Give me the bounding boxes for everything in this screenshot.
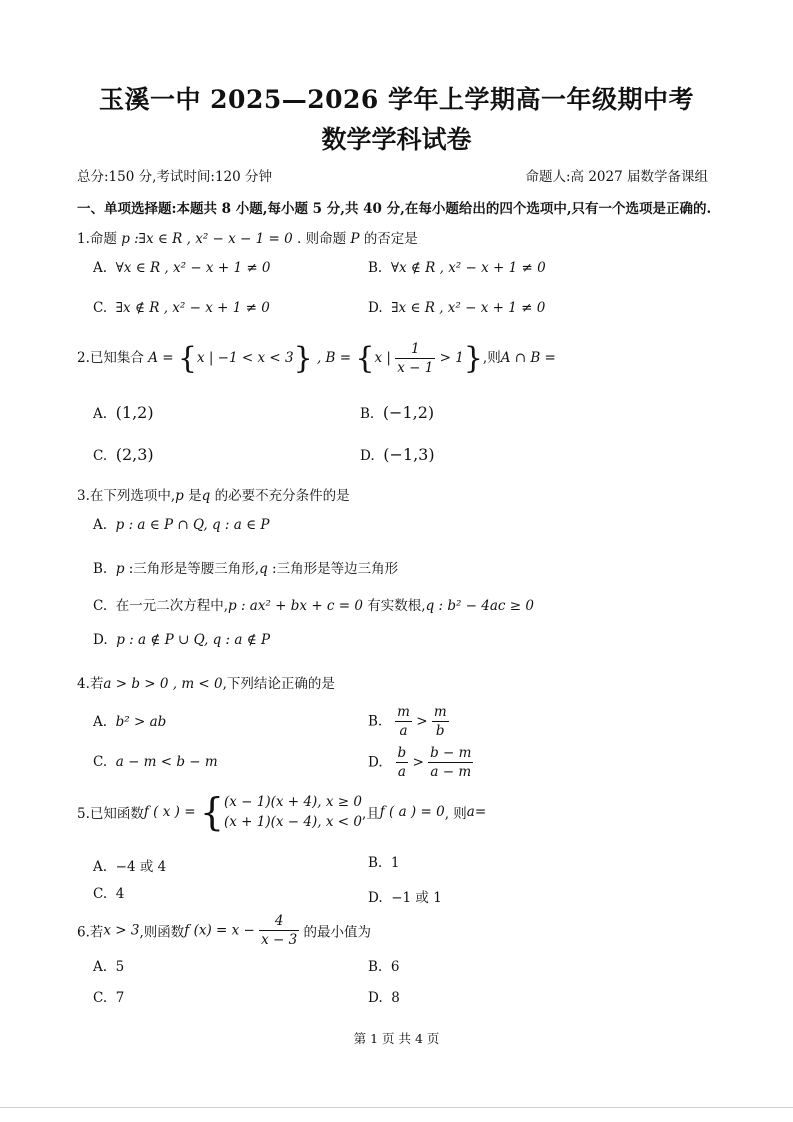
option-letter: D. — [368, 300, 383, 316]
q3-option-b — [93, 557, 398, 577]
q3-stem-prefix: 3.在下列选项中, — [77, 488, 176, 504]
q2-option-d — [360, 445, 435, 464]
option-letter: B. — [93, 561, 108, 577]
fraction-relation: > — [416, 713, 428, 730]
question-6-stem — [77, 912, 371, 949]
fraction-numerator: m — [433, 704, 447, 720]
option-text: p : a ∈ P ∩ Q, q : a ∈ P — [115, 517, 270, 533]
left-brace-icon: { — [177, 341, 197, 376]
q2-option-b — [360, 403, 434, 422]
author-info: 命题人:高 2027 届数学备课组 — [525, 169, 708, 185]
q5-option-c — [93, 886, 124, 902]
option-letter: C. — [93, 448, 108, 464]
q2-option-a — [93, 403, 154, 422]
page-number: 第 1 页 共 4 页 — [353, 1031, 440, 1046]
option-text: ∃x ∉ R , x² − x + 1 ≠ 0 — [115, 300, 270, 316]
q2-set-b-var: x | — [374, 350, 391, 366]
q2-fraction — [395, 340, 435, 377]
option-math-q: q : b² − 4ac ≥ 0 — [425, 598, 534, 614]
q4-option-c — [93, 754, 218, 770]
q1-option-c — [93, 300, 270, 316]
right-brace-icon: } — [293, 341, 313, 376]
q6-function: f (x) = x − — [184, 922, 260, 939]
q5-option-b — [368, 855, 399, 871]
option-text: (1,2) — [115, 403, 154, 422]
option-text: −4 或 4 — [115, 859, 167, 875]
q1-option-d — [368, 300, 545, 316]
option-letter: A. — [93, 260, 108, 276]
fraction-denominator: a — [397, 764, 406, 780]
q3-option-a — [93, 517, 269, 533]
q6-option-c — [93, 990, 124, 1006]
option-letter: A. — [93, 859, 108, 875]
fraction-numerator: b − m — [430, 745, 472, 761]
q3-option-d — [93, 632, 270, 648]
option-text: 7 — [115, 990, 125, 1006]
fraction-denominator: x − 3 — [261, 932, 298, 948]
fraction-numerator: 4 — [259, 912, 299, 931]
option-letter: B. — [368, 855, 383, 871]
option-text: ∃x ∈ R , x² − x + 1 ≠ 0 — [391, 300, 546, 316]
q1-option-b — [368, 260, 546, 276]
q1-option-a — [93, 260, 271, 276]
fraction-denominator: x − 1 — [397, 360, 434, 376]
q5-var-a: a — [466, 804, 475, 820]
q2-set-a-name: A = — [148, 350, 178, 366]
q5-piece-1: (x − 1)(x + 4), x ≥ 0 — [224, 794, 362, 810]
q6-stem-prefix: 6.若 — [77, 924, 104, 941]
question-4-stem — [77, 672, 335, 692]
q4-option-b — [368, 703, 449, 740]
q1-stem-mid: . 则命题 — [297, 231, 347, 247]
q3-var-q: q — [201, 488, 211, 504]
option-letter: C. — [93, 754, 108, 770]
option-text: :三角形是等腰三角形, — [124, 561, 260, 577]
option-letter: A. — [93, 714, 108, 730]
option-letter: D. — [93, 632, 108, 648]
fraction-numerator: 1 — [395, 340, 435, 359]
option-text: (2,3) — [115, 445, 154, 464]
q2-option-c — [93, 445, 154, 464]
q3-stem-suffix: 的必要不充分条件的是 — [210, 488, 350, 504]
q2-set-a-condition: x | −1 < x < 3 — [196, 350, 294, 366]
exam-title-line2: 数学学科试卷 — [321, 125, 472, 154]
option-text: p : a ∉ P ∪ Q, q : a ∉ P — [116, 632, 271, 648]
question-2-stem — [77, 340, 556, 377]
q2-stem-prefix: 2.已知集合 — [77, 350, 144, 366]
option-text: −1 或 1 — [391, 890, 442, 906]
option-text: ∀x ∈ R , x² − x + 1 ≠ 0 — [115, 260, 271, 276]
left-brace-icon: { — [199, 790, 224, 834]
option-letter: D. — [360, 448, 375, 464]
option-text: 5 — [115, 959, 125, 975]
q5-function-name: f ( x ) = — [143, 804, 200, 820]
option-letter: C. — [93, 990, 108, 1006]
q3-stem-mid: 是 — [183, 488, 202, 504]
q5-option-d — [368, 886, 442, 906]
option-math-p: p : ax² + bx + c = 0 — [228, 598, 363, 614]
option-letter: B. — [368, 260, 383, 276]
option-letter: B. — [368, 959, 383, 975]
q4-option-d — [368, 744, 473, 781]
option-text: 8 — [391, 990, 400, 1006]
q2-set-b-rel: > 1 — [435, 350, 464, 366]
option-letter: A. — [93, 406, 108, 422]
q5-condition: f ( a ) = 0 — [379, 804, 445, 820]
exam-title-line1: 玉溪一中 2025—2026 学年上学期高一年级期中考 — [98, 85, 695, 114]
option-letter: B. — [368, 713, 383, 730]
fraction-denominator: a — [399, 723, 408, 739]
q5-stem-and: ,且 — [361, 806, 380, 822]
q3-var-p: p — [175, 488, 184, 504]
option-text: a − m < b − m — [115, 754, 218, 770]
option-text: ∀x ∉ R , x² − x + 1 ≠ 0 — [390, 260, 546, 276]
fraction-numerator: b — [397, 745, 407, 761]
q2-stem-intersection: A ∩ B = — [500, 350, 556, 366]
q6-option-d — [368, 990, 400, 1006]
q3-option-c — [93, 594, 534, 614]
score-time-info: 总分:150 分,考试时间:120 分钟 — [77, 169, 273, 185]
fraction-denominator: b — [435, 723, 445, 739]
option-var-p: p — [115, 561, 125, 577]
q5-piece-2: (x + 1)(x − 4), x < 0 — [224, 814, 362, 830]
q5-stem-prefix: 5.已知函数 — [77, 806, 144, 822]
fraction-left — [395, 703, 412, 740]
option-letter: A. — [93, 517, 108, 533]
option-text: 6 — [390, 959, 400, 975]
fraction-relation: > — [412, 754, 424, 771]
q1-stem-math: p :∃x ∈ R , x² − x − 1 = 0 — [121, 231, 293, 247]
q5-piecewise — [224, 792, 362, 832]
option-var-q: q — [259, 561, 268, 577]
q2-stem-then: ,则 — [482, 350, 501, 366]
q1-stem-var: P — [350, 231, 360, 247]
q5-stem-then: , 则 — [444, 806, 467, 822]
fraction-right — [432, 703, 449, 740]
option-text: 1 — [390, 855, 400, 871]
q6-condition: x > 3 — [103, 922, 140, 939]
option-text: (−1,2) — [382, 403, 435, 422]
option-text: 4 — [115, 886, 125, 902]
q6-option-b — [368, 959, 399, 975]
q4-stem-prefix: 4.若 — [77, 676, 104, 692]
section-heading: 一、单项选择题:本题共 8 小题,每小题 5 分,共 40 分,在每小题给出的四个选项中,只有一个选项是正确的. — [77, 201, 712, 217]
option-letter: D. — [368, 990, 383, 1006]
q4-stem-math: a > b > 0 , m < 0 — [103, 676, 223, 692]
question-3-stem — [77, 484, 350, 504]
question-1-stem — [77, 227, 418, 247]
option-text: (−1,3) — [383, 445, 435, 464]
option-letter: C. — [93, 886, 108, 902]
question-5-stem — [77, 790, 486, 834]
option-text-mid: 有实数根, — [362, 598, 426, 614]
left-brace-icon: { — [355, 341, 375, 376]
q4-option-a — [93, 714, 166, 730]
option-letter: D. — [368, 890, 383, 906]
q5-equals: = — [474, 804, 487, 820]
option-letter: C. — [93, 598, 108, 614]
q2-set-b-name: , B = — [316, 350, 356, 366]
option-text-suffix: :三角形是等边三角形 — [267, 561, 399, 577]
q6-option-a — [93, 959, 124, 975]
right-brace-icon: } — [463, 341, 483, 376]
fraction-denominator: a − m — [430, 764, 472, 780]
bottom-divider — [0, 1107, 793, 1108]
fraction-left — [396, 744, 409, 781]
q5-option-a — [93, 855, 166, 875]
q1-stem-prefix: 1.命题 — [77, 231, 117, 247]
q6-stem-mid: ,则函数 — [139, 924, 185, 941]
q1-stem-suffix: 的否定是 — [363, 231, 418, 247]
q4-stem-suffix: ,下列结论正确的是 — [222, 676, 335, 692]
q6-stem-suffix: 的最小值为 — [299, 924, 372, 941]
fraction-numerator: m — [397, 704, 410, 720]
option-letter: C. — [93, 300, 108, 316]
option-letter: B. — [360, 406, 375, 422]
option-letter: A. — [93, 959, 108, 975]
option-letter: D. — [368, 754, 383, 771]
option-text: b² > ab — [115, 714, 167, 730]
option-text: 在一元二次方程中, — [115, 598, 229, 614]
fraction-right — [428, 744, 473, 781]
q6-fraction — [259, 912, 299, 949]
